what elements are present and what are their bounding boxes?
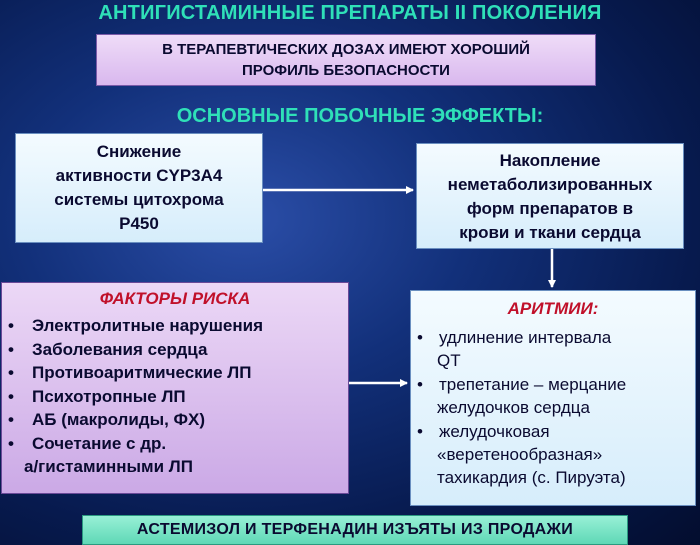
risk-item-label: Психотропные ЛП: [32, 386, 186, 406]
arrhythmia-item-line1: трепетание – мерцание: [439, 375, 627, 394]
risk-item-label: Электролитные нарушения: [32, 316, 264, 335]
arrhythmias-title: АРИТМИИ:: [507, 299, 599, 318]
withdrawal-banner: АСТЕМИЗОЛ И ТЕРФЕНАДИН ИЗЪЯТЫ ИЗ ПРОДАЖИ: [82, 515, 628, 545]
list-item: [8, 314, 348, 338]
risk-item-label: Противоаритмические ЛП: [32, 363, 252, 382]
accum-line2: неметаболизированных: [447, 175, 653, 194]
risk-factors-title: ФАКТОРЫ РИСКА: [99, 289, 251, 308]
risk-factors-box: [1, 282, 349, 494]
list-item: [8, 408, 348, 432]
risk-item-continuation: а/гистаминными ЛП: [24, 457, 193, 476]
list-item: [417, 373, 695, 419]
accum-line4: крови и ткани сердца: [459, 223, 641, 242]
cyp-line2: активности CYP3A4: [55, 166, 223, 185]
bullet-icon: •: [8, 410, 14, 429]
risk-factors-list: [2, 314, 348, 479]
bullet-icon: •: [417, 328, 423, 347]
arrhythmia-item-line2: желудочков сердца: [437, 398, 590, 417]
page-title: АНТИГИСТАМИННЫЕ ПРЕПАРАТЫ II ПОКОЛЕНИЯ: [98, 2, 602, 24]
list-item: [8, 338, 348, 362]
bullet-icon: •: [8, 433, 14, 453]
accum-line1: Накопление: [499, 151, 601, 170]
list-item: [417, 420, 695, 489]
safety-banner: [96, 34, 596, 86]
list-item: [8, 385, 348, 409]
list-item: [417, 326, 695, 372]
arrhythmia-item-line2: «веретенообразная»: [437, 445, 603, 464]
cyp-line1: Снижение: [96, 142, 182, 161]
side-effects-heading: ОСНОВНЫЕ ПОБОЧНЫЕ ЭФФЕКТЫ:: [176, 105, 544, 127]
arrhythmia-item-line1: удлинение интервала: [439, 328, 612, 347]
list-item: [8, 432, 348, 479]
bullet-icon: •: [8, 339, 14, 359]
bullet-icon: •: [8, 316, 14, 335]
arrhythmia-item-line1: желудочковая: [439, 422, 550, 441]
arrhythmia-item-line3: тахикардия (с. Пируэта): [437, 468, 626, 487]
cyp-line3: системы цитохрома: [54, 190, 224, 209]
accum-line3: форм препаратов в: [466, 199, 634, 218]
arrhythmias-box: [410, 290, 696, 506]
risk-item-label: АБ (макролиды, ФХ): [32, 410, 206, 429]
bullet-icon: •: [8, 363, 14, 382]
list-item: [8, 361, 348, 385]
safety-banner-line1: В ТЕРАПЕВТИЧЕСКИХ ДОЗАХ ИМЕЮТ ХОРОШИЙ: [162, 41, 530, 58]
cyp-line4: P450: [119, 214, 159, 233]
bullet-icon: •: [417, 422, 423, 441]
safety-banner-line2: ПРОФИЛЬ БЕЗОПАСНОСТИ: [242, 62, 450, 79]
risk-item-label: Заболевания сердца: [32, 339, 208, 359]
arrhythmias-list: [411, 326, 695, 489]
bullet-icon: •: [417, 375, 423, 394]
arrhythmia-item-line2: QT: [437, 351, 461, 370]
cyp-box: [15, 133, 263, 243]
accumulation-box: [416, 143, 684, 249]
bullet-icon: •: [8, 386, 14, 406]
risk-item-label: Сочетание с др.: [32, 433, 167, 453]
